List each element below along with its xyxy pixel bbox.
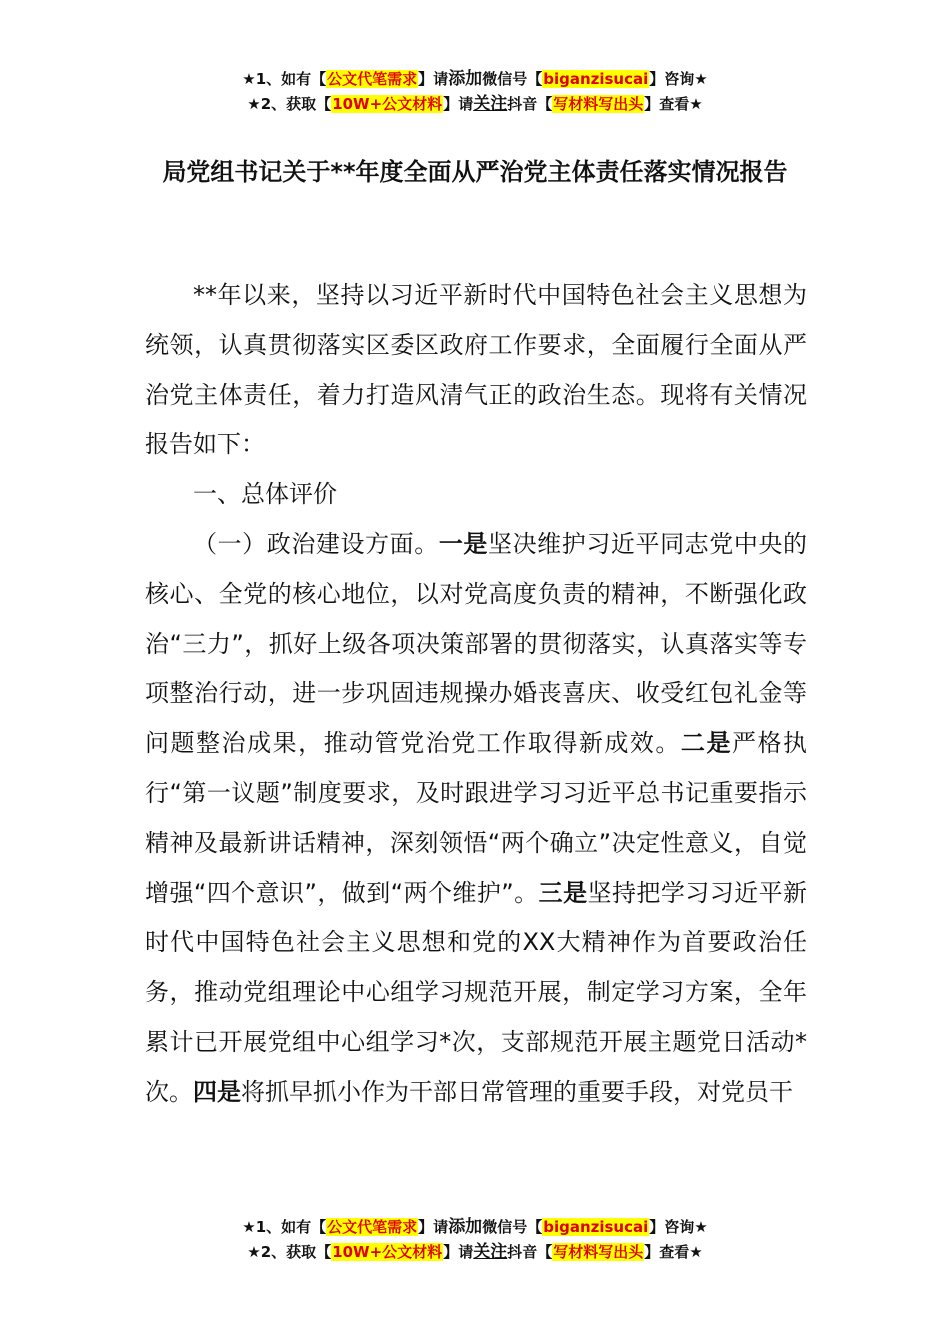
banner-highlight: 10W+公文材料 bbox=[332, 1243, 443, 1261]
banner-text: 抖音【 bbox=[507, 95, 553, 113]
banner-highlight: 公文代笔需求 bbox=[327, 1218, 418, 1236]
section-heading: 一、总体评价 bbox=[193, 480, 337, 509]
banner-line-2 bbox=[0, 1240, 950, 1265]
banner-emphasis: 添加 bbox=[448, 1217, 483, 1237]
banner-text: 】请 bbox=[418, 70, 449, 88]
banner-text: ★2、获取【 bbox=[247, 95, 332, 113]
point-text: 坚决维护习近平同志党中央的核心、全党的核心地位，以对党高度负责的精神，不断强化政治“三力”，抓好上级各项决策部署的贯彻落实，认真落实等专项整治行动，进一步巩固违规操办婚丧喜庆、收受红包礼金等问题整治成果，推动管党治党工作取得新成效。 bbox=[145, 529, 808, 758]
banner-line-1 bbox=[0, 1215, 950, 1240]
banner-emphasis: 关注 bbox=[473, 1242, 508, 1262]
banner-line-2 bbox=[0, 92, 950, 117]
banner-highlight: 10W+公文材料 bbox=[332, 95, 443, 113]
banner-highlight: biganzisucai bbox=[543, 70, 649, 88]
point-text: 严格执行“第一议题”制度要求，及时跟进学习习近平总书记重要指示精神及最新讲话精神，深刻领悟“两个确立”决定性意义，自觉增强“四个意识”，做到“两个维护”。 bbox=[145, 729, 808, 907]
intro-paragraph: **年以来，坚持以习近平新时代中国特色社会主义思想为统领，认真贯彻落实区委区政府工作要求，全面履行全面从严治党主体责任，着力打造风清气正的政治生态。现将有关情况报告如下： bbox=[145, 281, 807, 459]
banner-highlight: 公文代笔需求 bbox=[327, 70, 418, 88]
banner-text: 】咨询★ bbox=[649, 70, 708, 88]
point-label: 四是 bbox=[193, 1077, 241, 1106]
banner-text: 微信号【 bbox=[482, 1218, 543, 1236]
subsection-label: （一）政治建设方面。 bbox=[193, 529, 439, 558]
banner-line-1 bbox=[0, 67, 950, 92]
document-body bbox=[145, 271, 807, 1118]
banner-emphasis: 关注 bbox=[473, 94, 508, 114]
footer-banner bbox=[0, 1215, 950, 1265]
banner-highlight: 写材料写出头 bbox=[553, 1243, 644, 1261]
banner-text: ★1、如有【 bbox=[242, 70, 327, 88]
banner-highlight: biganzisucai bbox=[543, 1218, 649, 1236]
document-title: 局党组书记关于**年度全面从严治党主体责任落实情况报告 bbox=[162, 158, 788, 186]
point-text: 坚持把学习习近平新时代中国特色社会主义思想和党的XX大精神作为首要政治任务，推动党组理论中心组学习规范开展，制定学习方案，全年累计已开展党组中心组学习*次，支部规范开展主题党日活动*次。 bbox=[145, 878, 808, 1106]
banner-text: 微信号【 bbox=[482, 70, 543, 88]
point-text: 将抓早抓小作为干部日常管理的重要手段，对党员干 bbox=[241, 1077, 793, 1106]
banner-emphasis: 添加 bbox=[448, 69, 483, 89]
banner-text: 】请 bbox=[443, 95, 474, 113]
banner-text: 】咨询★ bbox=[649, 1218, 708, 1236]
political-construction-paragraph bbox=[145, 520, 807, 1118]
point-label: 一是 bbox=[438, 529, 489, 558]
banner-text: 抖音【 bbox=[507, 1243, 553, 1261]
banner-text: ★2、获取【 bbox=[247, 1243, 332, 1261]
header-banner bbox=[0, 67, 950, 117]
banner-text: 】查看★ bbox=[644, 1243, 703, 1261]
point-label: 二是 bbox=[680, 729, 732, 758]
banner-highlight: 写材料写出头 bbox=[553, 95, 644, 113]
banner-text: ★1、如有【 bbox=[242, 1218, 327, 1236]
banner-text: 】请 bbox=[443, 1243, 474, 1261]
banner-text: 】请 bbox=[418, 1218, 449, 1236]
point-label: 三是 bbox=[538, 878, 588, 907]
banner-text: 】查看★ bbox=[644, 95, 703, 113]
